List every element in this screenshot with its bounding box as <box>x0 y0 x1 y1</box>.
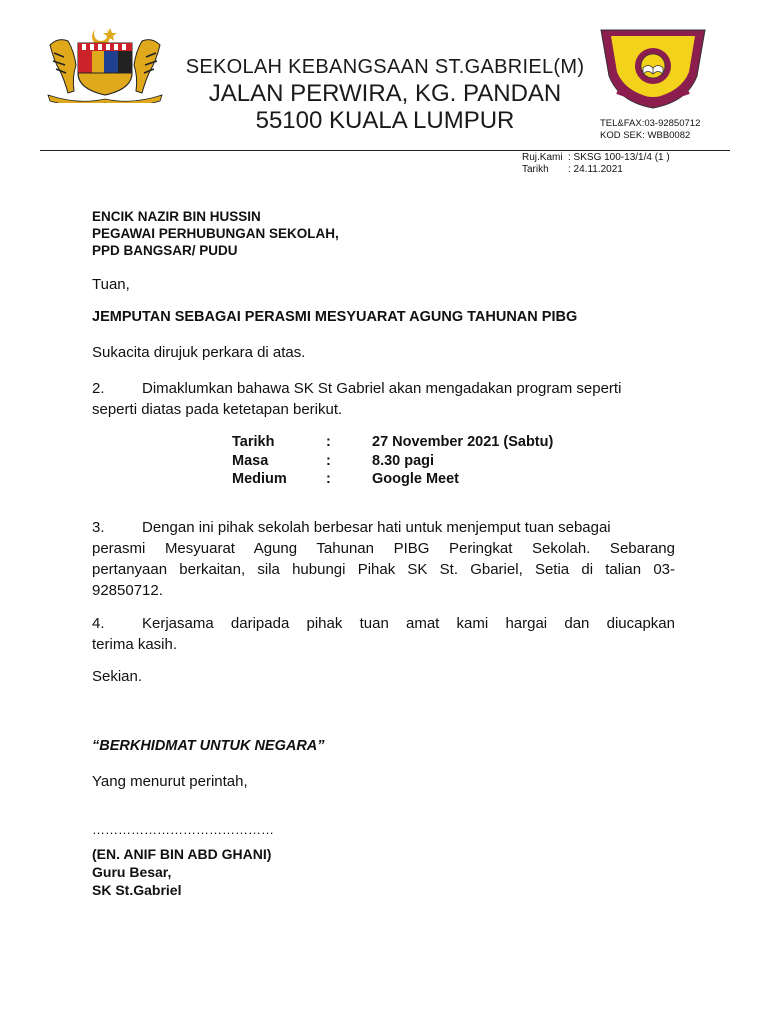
letter-subject: JEMPUTAN SEBAGAI PERASMI MESYUARAT AGUNG TAHUNAN PIBG <box>92 309 578 325</box>
date-label: Tarikh <box>522 164 549 175</box>
address-line-1: JALAN PERWIRA, KG. PANDAN <box>208 80 562 107</box>
recipient-position: PEGAWAI PERHUBUNGAN SEKOLAH, <box>92 226 339 241</box>
paragraph-text: pertanyaan berkaitan, sila hubungi Pihak SK St. Gbariel, Setia di talian 03- <box>92 561 675 578</box>
signatory-name: (EN. ANIF BIN ABD GHANI) <box>92 846 272 862</box>
paragraph-text: perasmi Mesyuarat Agung Tahunan PIBG Peringkat Sekolah. Sebarang <box>92 540 675 557</box>
event-details <box>232 433 553 489</box>
jata-negara-coat-of-arms <box>44 25 166 103</box>
tel-fax: TEL&FAX:03-92850712 <box>600 118 701 129</box>
paragraph-4 <box>92 613 675 655</box>
detail-value: Google Meet <box>372 471 460 487</box>
date-value: : 24.11.2021 <box>568 164 623 175</box>
detail-row-medium <box>232 470 553 489</box>
motto: “BERKHIDMAT UNTUK NEGARA” <box>92 738 325 754</box>
recipient-name: ENCIK NAZIR BIN HUSSIN <box>92 209 261 224</box>
school-code: KOD SEK: WBB0082 <box>600 130 691 141</box>
school-name: SEKOLAH KEBANGSAAN ST.GABRIEL(M) <box>185 56 585 78</box>
reference-block <box>522 152 670 176</box>
paragraph-text: Kerjasama daripada pihak tuan amat kami hargai dan diucapkan <box>142 615 675 632</box>
paragraph-text: Dengan ini pihak sekolah berbesar hati untuk menjemput tuan sebagai <box>142 519 611 536</box>
paragraph-2 <box>92 378 675 420</box>
letterhead-divider <box>40 150 730 151</box>
detail-key: Medium <box>232 471 287 487</box>
paragraph-text: terima kasih. <box>92 636 178 653</box>
detail-separator: : <box>326 434 331 450</box>
detail-row-date <box>232 433 553 452</box>
paragraph-text: seperti diatas pada ketetapan berikut. <box>92 401 343 418</box>
detail-key: Tarikh <box>232 434 275 450</box>
signatory-school: SK St.Gabriel <box>92 882 182 898</box>
paragraph-number: 3. <box>92 519 105 536</box>
paragraph-3 <box>92 517 675 601</box>
paragraph-number: 4. <box>92 615 105 632</box>
contact-info <box>600 118 700 142</box>
recipient-office: PPD BANGSAR/ PUDU <box>92 243 238 258</box>
detail-value: 27 November 2021 (Sabtu) <box>372 434 554 450</box>
signature-block <box>92 845 675 899</box>
school-crest-logo <box>597 26 709 112</box>
address-line-2: 55100 KUALA LUMPUR <box>255 107 515 134</box>
paragraph-text: Dimaklumkan bahawa SK St Gabriel akan mengadakan program seperti <box>142 380 622 397</box>
yang-menurut-perintah: Yang menurut perintah, <box>92 773 248 790</box>
recipient-block <box>92 208 675 259</box>
detail-separator: : <box>326 471 331 487</box>
detail-row-time <box>232 452 553 471</box>
detail-key: Masa <box>232 452 269 469</box>
detail-value: 8.30 pagi <box>372 452 435 469</box>
closing-line: Sekian. <box>92 668 143 685</box>
ref-value: : SKSG 100-13/1/4 (1 ) <box>568 152 670 163</box>
opening-line: Sukacita dirujuk perkara di atas. <box>92 344 306 361</box>
signatory-title: Guru Besar, <box>92 864 172 880</box>
paragraph-number: 2. <box>92 380 105 397</box>
detail-separator: : <box>326 452 331 469</box>
signature-line: …………………………………… <box>92 822 274 837</box>
salutation: Tuan, <box>92 276 130 293</box>
paragraph-text: 92850712. <box>92 582 163 599</box>
ref-label: Ruj.Kami <box>522 152 563 163</box>
